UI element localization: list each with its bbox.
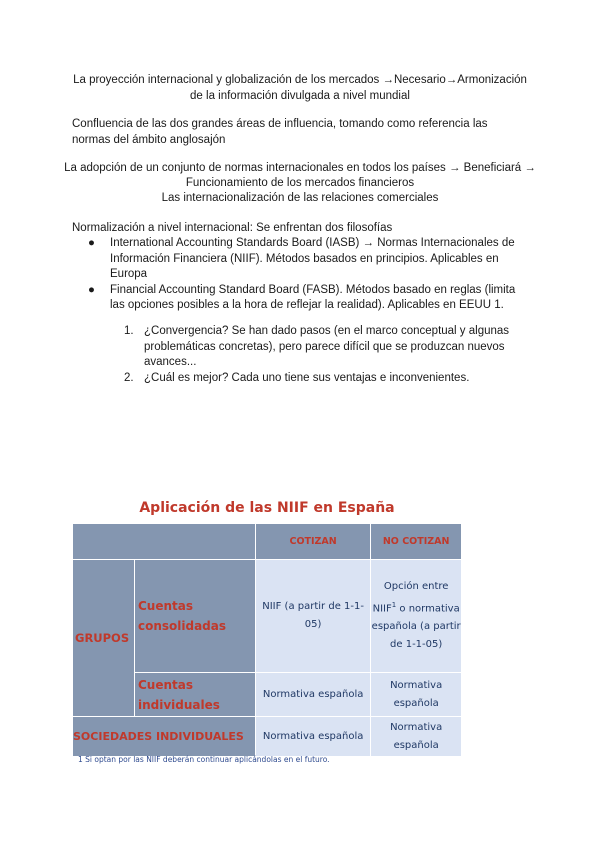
paragraph-normalizacion: Normalización a nivel internacional: Se enfrentan dos filosofías bbox=[72, 222, 393, 234]
list-item bbox=[88, 236, 528, 283]
cell-consolidadas-cotizan: NIIF (a partir de 1-1-05) bbox=[255, 560, 370, 673]
bullet-icon: ● bbox=[88, 237, 95, 249]
list-item bbox=[124, 371, 524, 387]
paragraph-mercados: Funcionamiento de los mercados financieros bbox=[185, 177, 415, 189]
paragraph-relaciones: Las internacionalización de las relaciones comerciales bbox=[161, 192, 439, 204]
list-item bbox=[88, 283, 528, 314]
cell-sociedades-no-cotizan: Normativa española bbox=[371, 717, 462, 757]
paragraph-adopcion: La adopción de un conjunto de normas internacionales en todos los países → Beneficiará → bbox=[64, 162, 536, 174]
numbered-list bbox=[124, 324, 524, 386]
paragraph-globalizacion: La proyección internacional y globalización de los mercados →Necesario→Armonización de la información divulgada a nivel mundial bbox=[73, 74, 527, 102]
list-number: 2. bbox=[124, 371, 134, 384]
footnote-marker: 1 bbox=[391, 600, 397, 609]
bullet-icon: ● bbox=[88, 283, 95, 296]
list-number: 1. bbox=[124, 325, 134, 337]
row-label-consolidadas: Cuentas consolidadas bbox=[134, 560, 255, 673]
cell-text: Opción entre NIIF bbox=[372, 580, 449, 615]
cell-individuales-no-cotizan: Normativa española bbox=[371, 673, 462, 717]
header-empty bbox=[73, 524, 256, 560]
row-label-sociedades: SOCIEDADES INDIVIDUALES bbox=[73, 717, 256, 757]
cell-individuales-cotizan: Normativa española bbox=[255, 673, 370, 717]
bullet-text-iasb: International Accounting Standards Board (IASB) → Normas Internacionales de Información Financiera (NIIF). Métodos basados en principios. Aplicables en Europa bbox=[110, 237, 515, 280]
header-cotizan: COTIZAN bbox=[255, 524, 370, 560]
bullet-list bbox=[88, 236, 528, 314]
cell-consolidadas-no-cotizan bbox=[371, 560, 462, 673]
bullet-text-fasb: Financial Accounting Standard Board (FASB). Métodos basado en reglas (limita las opciones posibles a la hora de reflejar la realidad). Aplicables en EEUU 1. bbox=[110, 283, 516, 311]
list-item bbox=[124, 324, 524, 371]
numbered-text-convergencia: ¿Convergencia? Se han dado pasos (en el marco conceptual y algunas problemáticas concretas), pero parece difícil que se produzcan nuevos avances... bbox=[144, 325, 510, 368]
row-label-grupos: GRUPOS bbox=[73, 560, 135, 717]
paragraph-confluencia: Confluencia de las dos grandes áreas de influencia, tomando como referencia las normas del ámbito anglosajón bbox=[72, 118, 488, 146]
niif-table bbox=[72, 523, 462, 757]
cell-sociedades-cotizan: Normativa española bbox=[255, 717, 370, 757]
numbered-text-mejor: ¿Cuál es mejor? Cada uno tiene sus ventajas e inconvenientes. bbox=[144, 371, 470, 384]
row-label-individuales: Cuentas individuales bbox=[134, 673, 255, 717]
cell-text: o normativa española (a partir de 1-1-05) bbox=[371, 603, 461, 651]
table-title: Aplicación de las NIIF en España bbox=[139, 500, 395, 516]
table-footnote: 1 Si optan por las NIIF deberán continuar aplicándolas en el futuro. bbox=[78, 755, 330, 764]
header-no-cotizan: NO COTIZAN bbox=[371, 524, 462, 560]
